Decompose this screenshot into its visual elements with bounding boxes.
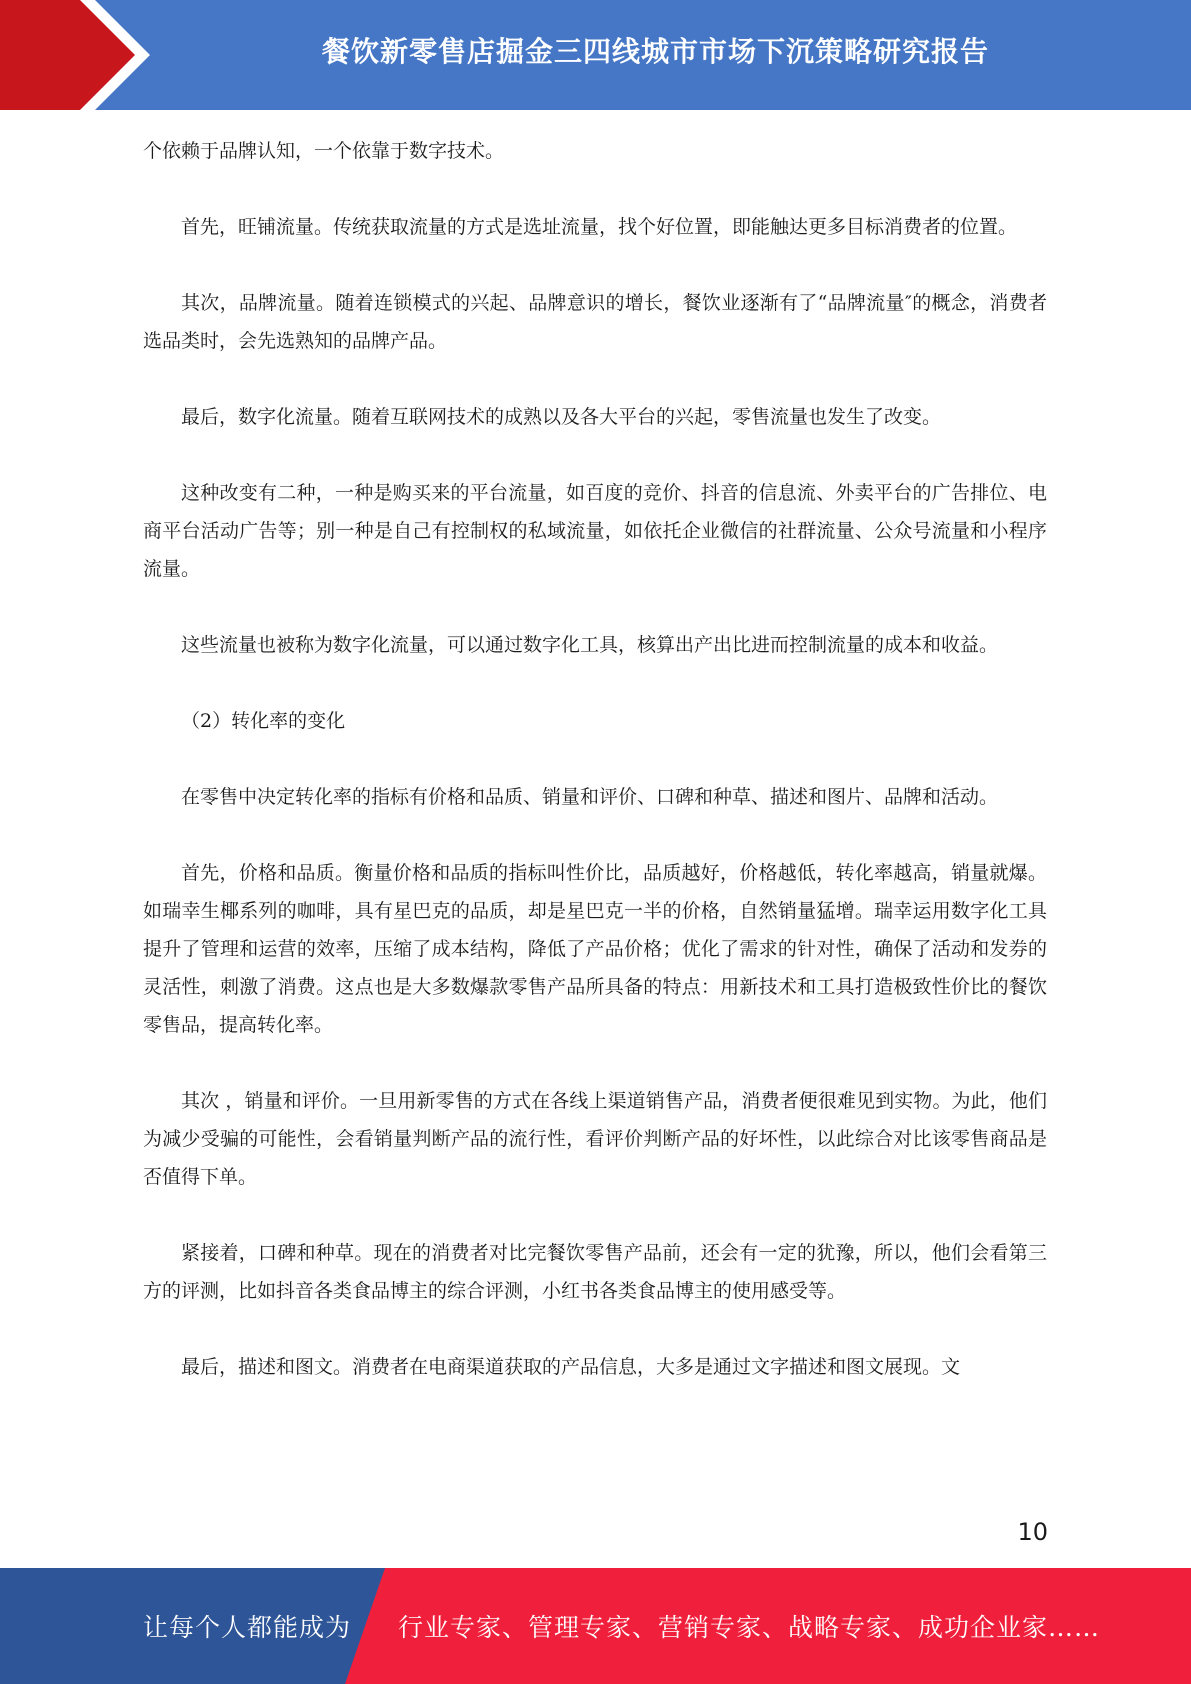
section-heading: （2）转化率的变化 [181,710,346,732]
paragraph: 首先，旺铺流量。传统获取流量的方式是选址流量，找个好位置，即能触达更多目标消费者的位置。 [181,216,1018,238]
paragraph: 其次，品牌流量。随着连锁模式的兴起、品牌意识的增长，餐饮业逐渐有了“品牌流量″的概念，消费者选品类时，会先选熟知的品牌产品。 [143,292,1047,352]
footer-slogan-left: 让每个人都能成为 [143,1613,352,1642]
page-footer [0,1568,1191,1684]
paragraph: 在零售中决定转化率的指标有价格和品质、销量和评价、口碑和种草、描述和图片、品牌和活动。 [181,786,999,808]
footer-slogan-right: 行业专家、管理专家、营销专家、战略专家、成功企业家…… [398,1613,1101,1642]
paragraph: 其次 ，销量和评价。一旦用新零售的方式在各线上渠道销售产品，消费者便很难见到实物。为此，他们为减少受骗的可能性，会看销量判断产品的流行性，看评价判断产品的好坏性，以此综合对比该零售商品是否值得下单。 [143,1090,1047,1188]
page-number: 10 [1017,1518,1048,1546]
paragraph: 紧接着，口碑和种草。现在的消费者对比完餐饮零售产品前，还会有一定的犹豫，所以，他们会看第三方的评测，比如抖音各类食品博主的综合评测，小红书各类食品博主的使用感受等。 [143,1242,1047,1302]
document-body [143,132,1047,1424]
paragraph: 最后，描述和图文。消费者在电商渠道获取的产品信息，大多是通过文字描述和图文展现。文 [181,1356,961,1378]
paragraph: 首先，价格和品质。衡量价格和品质的指标叫性价比，品质越好，价格越低，转化率越高，销量就爆。如瑞幸生椰系列的咖啡，具有星巴克的品质，却是星巴克一半的价格，自然销量猛增。瑞幸运用数字化工具提升了管理和运营的效率，压缩了成本结构，降低了产品价格；优化了需求的针对性，确保了活动和发券的灵活性，刺激了消费。这点也是大多数爆款零售产品所具备的特点：用新技术和工具打造极致性价比的餐饮零售品，提高转化率。 [143,862,1047,1036]
report-title: 餐饮新零售店掘金三四线城市市场下沉策略研究报告 [321,35,989,68]
paragraph: 这种改变有二种，一种是购买来的平台流量，如百度的竞价、抖音的信息流、外卖平台的广告排位、电商平台活动广告等；别一种是自己有控制权的私域流量，如依托企业微信的社群流量、公众号流量和小程序流量。 [143,482,1047,580]
paragraph: 最后，数字化流量。随着互联网技术的成熟以及各大平台的兴起，零售流量也发生了改变。 [181,406,942,428]
page-header [0,0,1191,110]
paragraph: 这些流量也被称为数字化流量，可以通过数字化工具，核算出产出比进而控制流量的成本和收益。 [181,634,999,656]
paragraph: 个依赖于品牌认知，一个依靠于数字技术。 [143,140,505,162]
